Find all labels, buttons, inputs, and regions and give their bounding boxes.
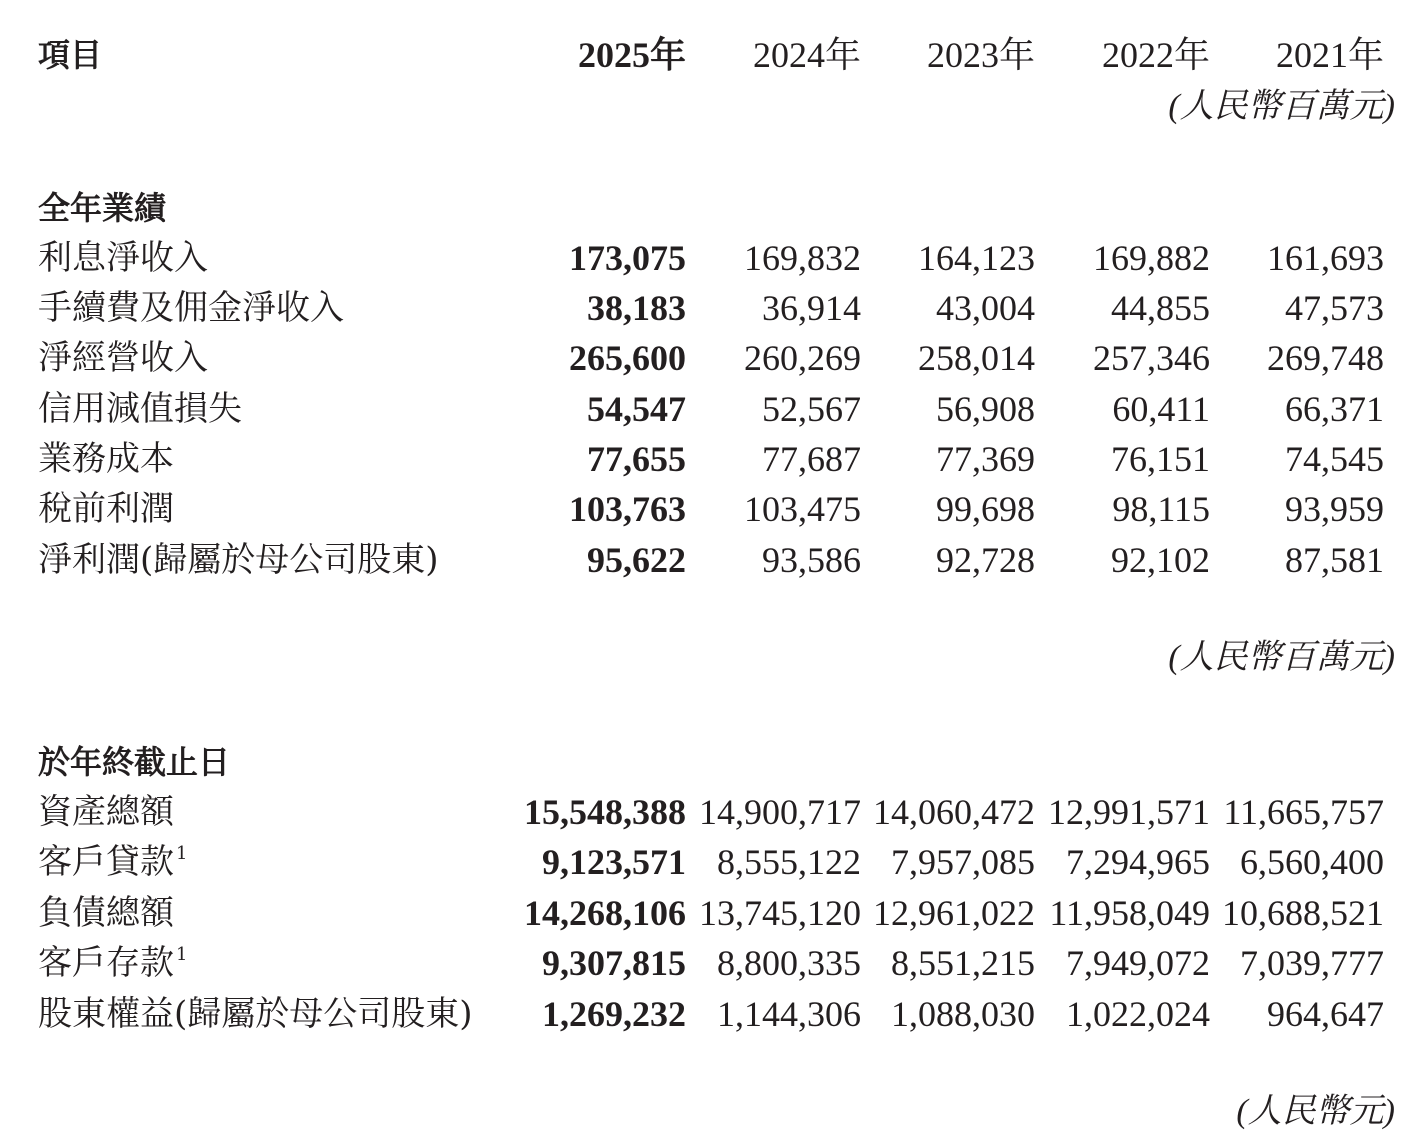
row-label (38, 837, 187, 887)
value-2023: 77,369 (936, 439, 1035, 479)
value-2025: 38,183 (587, 288, 686, 328)
value-2025: 77,655 (587, 439, 686, 479)
year-header-2023: 2023年 (926, 35, 1035, 75)
value-2023: 1,088,030 (891, 994, 1035, 1034)
row-label: 淨經營收入 (38, 338, 208, 378)
table-row (0, 837, 1423, 887)
value-2022: 11,958,049 (1049, 893, 1210, 933)
value-2024: 8,800,335 (717, 943, 861, 983)
value-2024: 14,900,717 (699, 792, 861, 832)
row-label: 業務成本 (38, 439, 174, 479)
value-2021: 964,647 (1267, 994, 1384, 1034)
table-row (0, 535, 1423, 585)
row-label-text: 客戶貸款 (38, 842, 174, 882)
value-2024: 1,144,306 (717, 994, 861, 1034)
value-2022: 7,294,965 (1066, 842, 1210, 882)
value-2022: 60,411 (1112, 389, 1210, 429)
value-2024: 36,914 (762, 288, 861, 328)
value-2025: 103,763 (569, 489, 686, 529)
section-title-annual-results: 全年業績 (38, 189, 167, 227)
value-2025: 54,547 (587, 389, 686, 429)
value-2021: 7,039,777 (1240, 943, 1384, 983)
value-2023: 164,123 (918, 238, 1035, 278)
row-label-text: 資產總額 (38, 792, 174, 832)
value-2024: 93,586 (762, 540, 861, 580)
value-2022: 12,991,571 (1048, 792, 1210, 832)
section-title-year-end: 於年終截止日 (38, 743, 231, 781)
unit-note-rmb: (人民幣元) (1236, 1093, 1395, 1130)
table-row (0, 888, 1423, 938)
row-label: 利息淨收入 (38, 238, 208, 278)
row-label (38, 787, 176, 837)
value-2021: 87,581 (1285, 540, 1384, 580)
value-2021: 93,959 (1285, 489, 1384, 529)
value-2022: 44,855 (1111, 288, 1210, 328)
row-label-text: 股東權益(歸屬於母公司股東) (38, 994, 473, 1034)
value-2025: 265,600 (569, 338, 686, 378)
unit-note-rmb-millions: (人民幣百萬元) (1168, 639, 1395, 676)
value-2021: 10,688,521 (1222, 893, 1384, 933)
value-2024: 13,745,120 (699, 893, 861, 933)
year-header-2021: 2021年 (1275, 35, 1384, 75)
row-label (38, 989, 475, 1039)
value-2021: 74,545 (1285, 439, 1384, 479)
value-2024: 103,475 (744, 489, 861, 529)
value-2023: 7,957,085 (891, 842, 1035, 882)
row-label: 手續費及佣金淨收入 (38, 288, 344, 328)
value-2025: 173,075 (569, 238, 686, 278)
value-2022: 7,949,072 (1066, 943, 1210, 983)
table-row (0, 283, 1423, 333)
value-2025: 14,268,106 (524, 893, 686, 933)
value-2022: 98,115 (1112, 489, 1210, 529)
value-2022: 76,151 (1111, 439, 1210, 479)
item-column-header: 項目 (38, 36, 103, 74)
value-2023: 56,908 (936, 389, 1035, 429)
year-header-2022: 2022年 (1101, 35, 1210, 75)
value-2025: 9,307,815 (542, 943, 686, 983)
value-2021: 161,693 (1267, 238, 1384, 278)
value-2022: 1,022,024 (1066, 994, 1210, 1034)
value-2023: 43,004 (936, 288, 1035, 328)
row-label: 稅前利潤 (38, 489, 174, 529)
value-2021: 11,665,757 (1223, 792, 1384, 832)
value-2022: 169,882 (1093, 238, 1210, 278)
value-2022: 92,102 (1111, 540, 1210, 580)
table-row (0, 333, 1423, 383)
value-2023: 14,060,472 (873, 792, 1035, 832)
year-header-2025: 2025年 (577, 35, 686, 75)
row-label (38, 938, 187, 988)
value-2021: 6,560,400 (1240, 842, 1384, 882)
value-2024: 8,555,122 (717, 842, 861, 882)
table-row (0, 434, 1423, 484)
value-2025: 15,548,388 (524, 792, 686, 832)
value-2024: 260,269 (744, 338, 861, 378)
value-2024: 169,832 (744, 238, 861, 278)
row-label (38, 888, 176, 938)
value-2023: 92,728 (936, 540, 1035, 580)
value-2024: 77,687 (762, 439, 861, 479)
value-2021: 47,573 (1285, 288, 1384, 328)
value-2023: 258,014 (918, 338, 1035, 378)
table-row (0, 989, 1423, 1039)
table-header-row (0, 30, 1423, 80)
year-header-2024: 2024年 (752, 35, 861, 75)
table-row (0, 384, 1423, 434)
footnote-marker: 1 (176, 944, 188, 965)
value-2022: 257,346 (1093, 338, 1210, 378)
value-2025: 95,622 (587, 540, 686, 580)
value-2025: 9,123,571 (542, 842, 686, 882)
table-row (0, 484, 1423, 534)
row-label: 淨利潤(歸屬於母公司股東) (38, 540, 439, 580)
row-label: 信用減值損失 (38, 389, 242, 429)
value-2023: 99,698 (936, 489, 1035, 529)
row-label-text: 負債總額 (38, 893, 174, 933)
table-row (0, 233, 1423, 283)
value-2023: 8,551,215 (891, 943, 1035, 983)
unit-note-rmb-millions: (人民幣百萬元) (1168, 88, 1395, 125)
table-row (0, 787, 1423, 837)
value-2023: 12,961,022 (873, 893, 1035, 933)
value-2025: 1,269,232 (542, 994, 686, 1034)
value-2021: 269,748 (1267, 338, 1384, 378)
value-2024: 52,567 (762, 389, 861, 429)
table-row (0, 938, 1423, 988)
footnote-marker: 1 (176, 843, 188, 864)
value-2021: 66,371 (1285, 389, 1384, 429)
row-label-text: 客戶存款 (38, 943, 174, 983)
